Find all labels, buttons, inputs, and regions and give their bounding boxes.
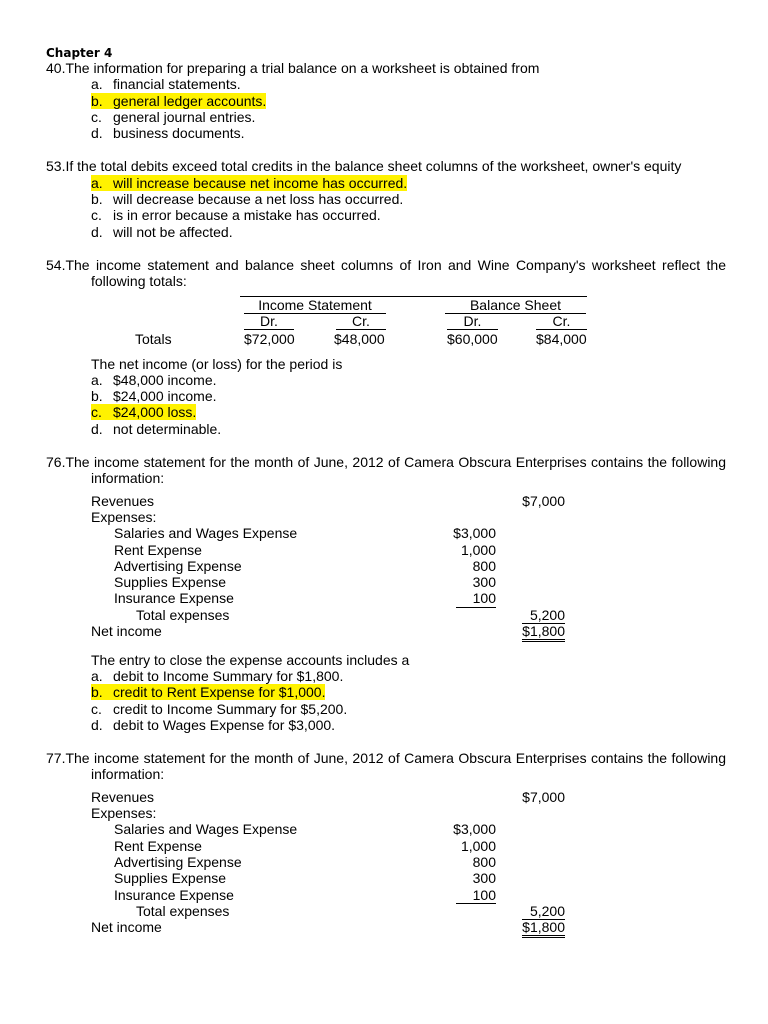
total-expenses-label: Total expenses: [136, 902, 230, 919]
options-list: [46, 76, 726, 141]
option-text-highlighted: general ledger accounts.: [113, 92, 267, 109]
question-text-continued: information:: [91, 766, 165, 783]
option-c: [91, 109, 726, 125]
question-54: [46, 257, 726, 437]
expense-amount: $3,000: [453, 821, 496, 838]
total-expenses-label: Total expenses: [136, 606, 230, 623]
option-text: $24,000 income.: [113, 388, 217, 405]
options-list: [46, 668, 726, 733]
expense-amount: 300: [472, 870, 496, 887]
option-letter: d.: [91, 125, 103, 142]
bs-cr-header: Cr.: [536, 313, 587, 330]
expense-label: Supplies Expense: [114, 870, 227, 887]
option-text: debit to Income Summary for $1,800.: [113, 667, 344, 684]
option-d: [91, 717, 726, 733]
expense-amount: 100: [456, 887, 496, 904]
revenues-amount: $7,000: [522, 788, 565, 805]
option-c: [91, 404, 726, 420]
option-text: debit to Wages Expense for $3,000.: [113, 716, 336, 733]
question-53: [46, 158, 726, 239]
option-b: [91, 684, 726, 700]
option-letter: c.: [91, 700, 102, 717]
net-income-amount: $1,800: [522, 623, 565, 642]
options-list: [46, 175, 726, 240]
question-40: [46, 60, 726, 141]
option-text-highlighted: will increase because net income has occurred.: [113, 174, 408, 191]
balance-sheet-header: Balance Sheet: [445, 297, 586, 314]
option-a: [91, 668, 726, 684]
option-a: [91, 175, 726, 191]
income-statement-header: Income Statement: [244, 297, 386, 314]
option-text: $48,000 income.: [113, 371, 217, 388]
expenses-label: Expenses:: [91, 805, 157, 822]
is-cr-total: $48,000: [334, 330, 385, 347]
question-prompt: The entry to close the expense accounts includes a: [91, 651, 410, 668]
option-letter: c.: [91, 404, 102, 421]
is-dr-total: $72,000: [244, 330, 295, 347]
question-53-stem: [46, 158, 726, 174]
revenues-label: Revenues: [91, 788, 155, 805]
option-letter: b.: [91, 92, 103, 109]
expense-label: Rent Expense: [114, 837, 202, 854]
option-d: [91, 421, 726, 437]
expense-amount: 800: [472, 853, 496, 870]
option-letter: b.: [91, 388, 103, 405]
net-income-label: Net income: [91, 919, 162, 936]
expense-label: Rent Expense: [114, 541, 202, 558]
option-b: [91, 191, 726, 207]
expenses-label: Expenses:: [91, 508, 157, 525]
option-text: credit to Income Summary for $5,200.: [113, 700, 348, 717]
option-c: [91, 701, 726, 717]
option-b: [91, 93, 726, 109]
question-text-continued: following totals:: [91, 273, 187, 290]
option-a: [91, 76, 726, 92]
expense-amount: 800: [472, 557, 496, 574]
option-letter: b.: [91, 684, 103, 701]
option-letter: a.: [91, 371, 103, 388]
question-text: The income statement for the month of June, 2012 of Camera Obscura Enterprises contains the following: [65, 750, 726, 767]
question-number: 76.: [46, 454, 66, 471]
option-letter: d.: [91, 420, 103, 437]
question-prompt: The net income (or loss) for the period is: [91, 355, 343, 372]
option-letter: d.: [91, 223, 103, 240]
expense-amount: $3,000: [453, 525, 496, 542]
option-letter: b.: [91, 191, 103, 208]
question-text: The income statement and balance sheet columns of Iron and Wine Company's worksheet reflect the: [65, 256, 726, 273]
option-letter: c.: [91, 207, 102, 224]
question-text: If the total debits exceed total credits in the balance sheet columns of the worksheet, owner's equity: [65, 158, 682, 175]
revenues-label: Revenues: [91, 492, 155, 509]
expense-amount: 1,000: [460, 541, 496, 558]
question-text: The income statement for the month of June, 2012 of Camera Obscura Enterprises contains the following: [65, 454, 726, 471]
question-76-stem: [46, 454, 726, 470]
option-letter: a.: [91, 174, 103, 191]
question-77: [46, 750, 726, 936]
is-cr-header: Cr.: [336, 313, 386, 330]
question-text: The information for preparing a trial balance on a worksheet is obtained from: [65, 60, 540, 76]
is-dr-header: Dr.: [244, 313, 294, 330]
option-text-highlighted: credit to Rent Expense for $1,000.: [113, 684, 326, 701]
question-number: 77.: [46, 750, 66, 767]
net-income-amount: $1,800: [522, 919, 565, 938]
options-list: [46, 372, 726, 437]
expense-label: Insurance Expense: [114, 886, 234, 903]
net-income-label: Net income: [91, 623, 162, 640]
option-letter: c.: [91, 108, 102, 125]
option-b: [91, 388, 726, 404]
option-text: general journal entries.: [113, 108, 256, 125]
income-statement: [46, 493, 726, 640]
question-77-stem: [46, 750, 726, 766]
expense-amount: 100: [456, 590, 496, 607]
bs-dr-header: Dr.: [447, 313, 498, 330]
option-letter: a.: [91, 76, 103, 93]
question-number: 53.: [46, 158, 66, 175]
expense-label: Insurance Expense: [114, 590, 234, 607]
document-page: [46, 46, 726, 936]
expense-label: Advertising Expense: [114, 853, 242, 870]
chapter-heading: Chapter 4: [46, 46, 113, 60]
expense-label: Advertising Expense: [114, 557, 242, 574]
bs-dr-total: $60,000: [447, 330, 498, 347]
option-d: [91, 125, 726, 141]
worksheet-totals-table: [46, 296, 726, 356]
option-text: is in error because a mistake has occurred.: [113, 207, 381, 224]
question-number: 54.: [46, 256, 66, 273]
option-text: will not be affected.: [113, 223, 233, 240]
option-letter: d.: [91, 716, 103, 733]
expense-label: Supplies Expense: [114, 574, 227, 591]
question-54-stem: [46, 257, 726, 273]
option-text: business documents.: [113, 125, 245, 142]
question-76: [46, 454, 726, 733]
totals-label: Totals: [135, 330, 172, 347]
option-c: [91, 207, 726, 223]
revenues-amount: $7,000: [522, 492, 565, 509]
expense-amount: 1,000: [460, 837, 496, 854]
total-expenses-amount: 5,200: [522, 903, 565, 920]
option-text: not determinable.: [113, 420, 222, 437]
question-40-stem: [46, 60, 726, 76]
expense-label: Salaries and Wages Expense: [114, 821, 298, 838]
income-statement: [46, 789, 726, 936]
bs-cr-total: $84,000: [536, 330, 587, 347]
question-text-continued: information:: [91, 470, 165, 487]
option-text-highlighted: $24,000 loss.: [113, 404, 197, 421]
option-text: financial statements.: [113, 76, 241, 93]
total-expenses-amount: 5,200: [522, 607, 565, 624]
expense-amount: 300: [472, 574, 496, 591]
option-a: [91, 372, 726, 388]
expense-label: Salaries and Wages Expense: [114, 525, 298, 542]
option-text: will decrease because a net loss has occurred.: [113, 191, 404, 208]
option-letter: a.: [91, 667, 103, 684]
option-d: [91, 224, 726, 240]
question-number: 40.: [46, 60, 66, 76]
